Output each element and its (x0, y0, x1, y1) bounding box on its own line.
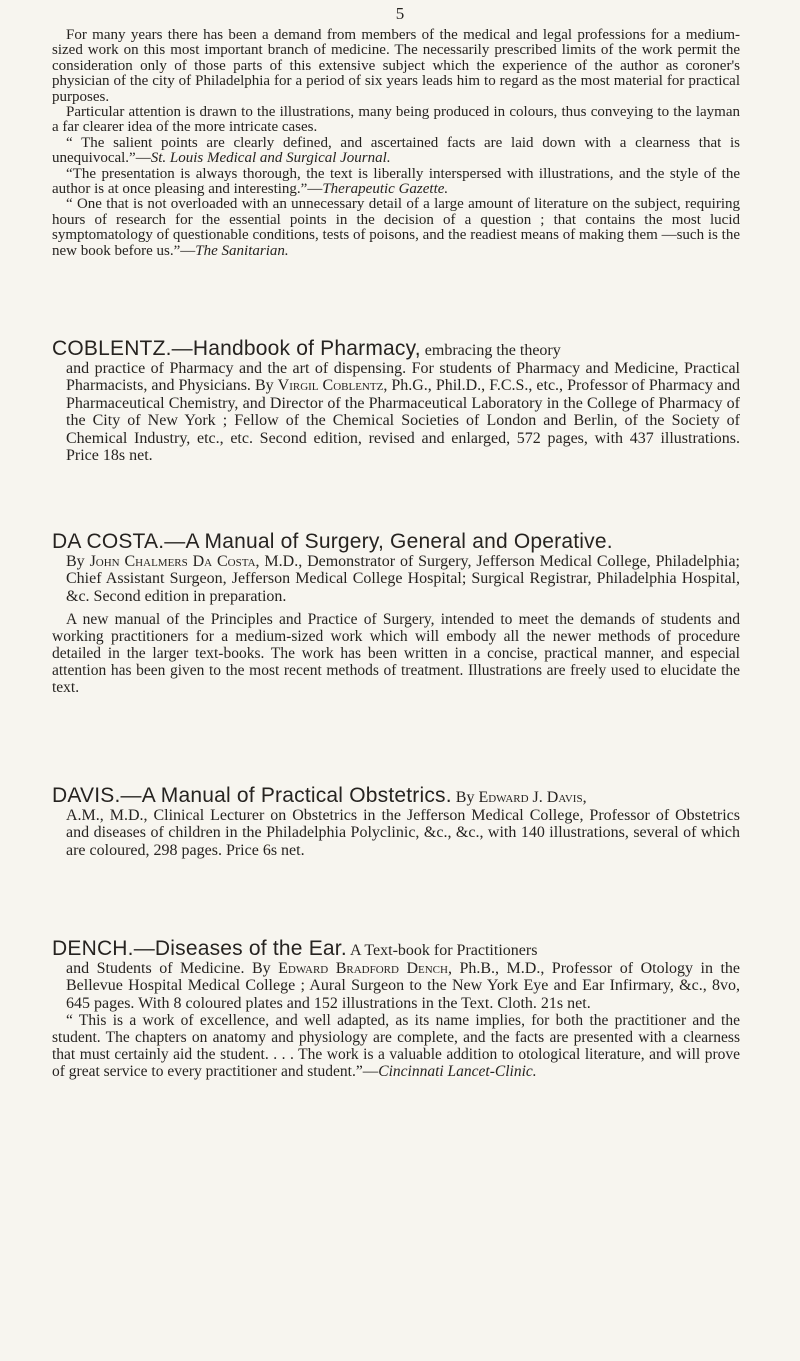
review-quote (52, 197, 740, 259)
review-quote (52, 136, 740, 167)
entry-description: and Students of Medicine. By Edward Bradford Dench, Ph.B., M.D., Professor of Otology in the Bellevue Hospital Medical College ; Aural Surgeon to the New York Eye and Ear Infirmary, &c., 8vo, 645 pages. With 8 coloured plates and 152 illustrations in the Text. Cloth. 21s net. (66, 959, 741, 1012)
catalog-entry-dench (52, 937, 741, 1080)
entry-description: A.M., M.D., Clinical Lecturer on Obstetrics in the Jefferson Medical College, Professor of Obstetrics and diseases of children in the Philadelphia Polyclinic, &c., &c., with 140 illustrations, several of which are coloured, 298 pages. Price 6s net. (66, 806, 740, 859)
entry-author: Edward J. Davis, (478, 789, 587, 806)
entry-key: DENCH. (52, 937, 134, 960)
intro-note: Particular attention is drawn to the illustrations, many being produced in colours, thus conveying to the layman a far clearer idea of the more intricate cases. (52, 104, 740, 136)
review-quote-text: “ The salient points are clearly defined, and ascertained facts are laid down with a clearness that is unequivocal.”— (52, 134, 740, 167)
review-quote-text: “The presentation is always thorough, the text is liberally interspersed with illustrations, and the style of the author is at once pleasing and interesting.”— (52, 165, 740, 198)
entry-heading (52, 937, 740, 960)
review-quote (52, 167, 740, 198)
entry-lead: A Text-book for Practitioners (349, 942, 538, 959)
entry-title: —Diseases of the Ear. (133, 937, 347, 960)
entry-heading (52, 337, 740, 360)
intro-section (52, 28, 740, 259)
entry-title: —A Manual of Practical Obstetrics. (120, 784, 452, 807)
entry-review-quote: “ This is a work of excellence, and well adapted, as its name implies, for both the practitioner and the student. The chapters on anatomy and physiology are complete, and the facts are presented with a clearness that must certainly aid the student. . . . The work is a valuable addition to otological literature, and will prove of great service to every practitioner and student.”—Cincinnati Lancet-Clinic. (52, 1012, 740, 1080)
review-quote-source: St. Louis Medical and Surgical Journal. (150, 150, 391, 167)
entry-lead: By (455, 789, 475, 806)
entry-author: Edward Bradford Dench, (278, 959, 452, 977)
catalog-entry-davis (52, 784, 740, 859)
catalog-entry-da-costa (52, 530, 740, 696)
intro-paragraph: For many years there has been a demand from members of the medical and legal professions for a medium-sized work on this most important branch of medicine. The necessarily prescribed limits of the work permit the consideration only of those parts of this extensive subject which the experience of the author as coroner's physician of the city of Philadelphia for a period of six years leads him to regard as the most material for practical purposes. (52, 27, 740, 105)
page-number: 5 (395, 4, 405, 23)
entry-author: John Chalmers Da Costa, (89, 552, 260, 570)
entry-key: COBLENTZ. (52, 337, 172, 360)
entry-note: A new manual of the Principles and Practice of Surgery, intended to meet the demands of students and working practitioners for a medium-sized work which will embody all the newer methods of procedure detailed in the larger text-books. The work has been written in a concise, practical manner, and especial attention has been given to the most recent methods of treatment. Illustrations are freely used to elucidate the text. (52, 611, 740, 696)
catalog-entry-coblentz (52, 337, 740, 465)
entry-lead: embracing the theory (424, 342, 561, 359)
review-quote-source: Cincinnati Lancet-Clinic. (378, 1063, 537, 1080)
entry-author: Virgil Coblentz, (277, 377, 388, 394)
entry-title: —A Manual of Surgery, General and Operative. (164, 530, 613, 553)
entry-key: DAVIS. (52, 784, 121, 807)
entry-heading (52, 784, 740, 807)
entry-description: and practice of Pharmacy and the art of dispensing. For students of Pharmacy and Medicine, Practical Pharmacists, and Physicians. By Virgil Coblentz, Ph.G., Phil.D., F.C.S., etc., Professor of Pharmacy and Pharmaceutical Chemistry, and Director of the Pharmaceutical Laboratory in the College of Pharmacy of the City of New York ; Fellow of the Chemical Societies of London and Berlin, of the Society of Chemical Industry, etc., etc. Second edition, revised and enlarged, 572 pages, with 437 illustrations. Price 18s net. (66, 359, 740, 464)
review-quote-text: “ One that is not overloaded with an unnecessary detail of a large amount of literature on the subject, requiring hours of research for the essential points in the decision of a question ; that contains the most lucid symptomatology of questionable conditions, tests of poisons, and the readiest means of making them —such is the new book before us.”— (52, 196, 740, 259)
entry-key: DA COSTA. (52, 530, 165, 553)
entry-heading (52, 530, 740, 553)
review-quote-source: Therapeutic Gazette. (322, 181, 449, 198)
entry-description: By John Chalmers Da Costa, M.D., Demonstrator of Surgery, Jefferson Medical College, Philadelphia; Chief Assistant Surgeon, Jefferson Medical College Hospital; Surgical Registrar, Philadelphia Hospital, &c. Second edition in preparation. (66, 552, 740, 605)
review-quote-source: The Sanitarian. (195, 242, 289, 259)
entry-title: —Handbook of Pharmacy, (171, 337, 421, 360)
